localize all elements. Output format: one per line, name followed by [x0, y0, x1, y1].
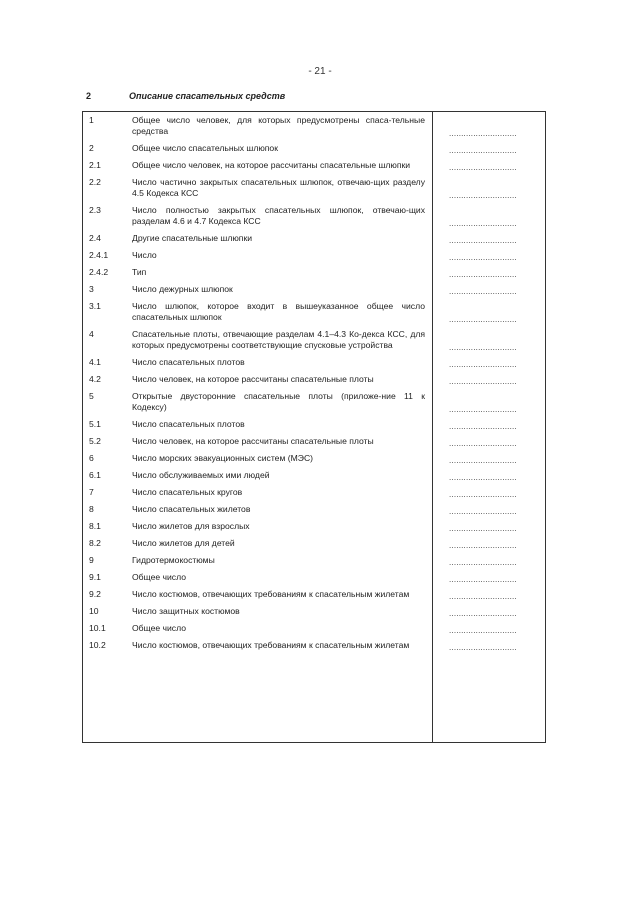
row-description: Тип: [132, 267, 147, 277]
table-row: [82, 555, 546, 566]
row-description: Число дежурных шлюпок: [132, 284, 233, 294]
section-title: Описание спасательных средств: [129, 91, 286, 101]
row-number: 5.2: [89, 436, 101, 446]
row-description: Число защитных костюмов: [132, 606, 240, 616]
fill-in-field[interactable]: ............................: [449, 456, 517, 465]
row-description: Число спасательных плотов: [132, 419, 245, 429]
row-description: Число костюмов, отвечающих требованиям к спасательным жилетам: [132, 589, 410, 599]
row-number: 1: [89, 115, 94, 125]
row-description: Спасательные плоты, отвечающие разделам 4.1–4.3 Ко-декса КСС, для которых предусмотрены соответствующие спусковые устройства: [132, 329, 425, 350]
fill-in-field[interactable]: ............................: [449, 558, 517, 567]
row-number: 10.1: [89, 623, 106, 633]
fill-in-field[interactable]: ............................: [449, 146, 517, 155]
table-row: [82, 521, 546, 532]
table-row: [82, 640, 546, 651]
fill-in-field[interactable]: ............................: [449, 377, 517, 386]
row-description: Общее число человек, на которое рассчитаны спасательные шлюпки: [132, 160, 411, 170]
row-number: 3: [89, 284, 94, 294]
table-row: [82, 453, 546, 464]
table-row: [82, 177, 546, 199]
row-number: 3.1: [89, 301, 101, 311]
fill-in-field[interactable]: ............................: [449, 219, 517, 228]
row-number: 9: [89, 555, 94, 565]
row-description: Число жилетов для детей: [132, 538, 235, 548]
fill-in-field[interactable]: ............................: [449, 253, 517, 262]
form-table: [82, 115, 546, 657]
row-number: 4.2: [89, 374, 101, 384]
row-description: Общее число: [132, 572, 186, 582]
page-number: - 21 -: [308, 66, 332, 77]
table-row: [82, 357, 546, 368]
fill-in-field[interactable]: ............................: [449, 236, 517, 245]
fill-in-field[interactable]: ............................: [449, 507, 517, 516]
row-description: Общее число человек, для которых предусмотрены спаса-тельные средства: [132, 115, 425, 136]
table-row: [82, 419, 546, 430]
fill-in-field[interactable]: ............................: [449, 439, 517, 448]
row-description: Другие спасательные шлюпки: [132, 233, 253, 243]
table-row: [82, 538, 546, 549]
row-number: 5: [89, 391, 94, 401]
row-description: Число: [132, 250, 157, 260]
row-description: Общее число спасательных шлюпок: [132, 143, 278, 153]
table-row: [82, 301, 546, 323]
fill-in-field[interactable]: ............................: [449, 575, 517, 584]
row-number: 9.2: [89, 589, 101, 599]
table-row: [82, 374, 546, 385]
row-number: 5.1: [89, 419, 101, 429]
row-description: Число спасательных кругов: [132, 487, 243, 497]
row-number: 2.3: [89, 205, 101, 215]
table-row: [82, 572, 546, 583]
row-description: Число частично закрытых спасательных шлюпок, отвечаю-щих разделу 4.5 Кодекса КСС: [132, 177, 425, 198]
row-number: 2.4.1: [89, 250, 109, 260]
row-description: Число жилетов для взрослых: [132, 521, 250, 531]
fill-in-field[interactable]: ............................: [449, 360, 517, 369]
fill-in-field[interactable]: ............................: [449, 643, 517, 652]
row-description: Открытые двусторонние спасательные плоты (приложе-ние 11 к Кодексу): [132, 391, 425, 412]
section-number: 2: [86, 91, 92, 101]
fill-in-field[interactable]: ............................: [449, 287, 517, 296]
row-description: Число костюмов, отвечающих требованиям к спасательным жилетам: [132, 640, 410, 650]
row-description: Общее число: [132, 623, 186, 633]
row-number: 2.2: [89, 177, 101, 187]
table-row: [82, 160, 546, 171]
row-number: 2.4.2: [89, 267, 109, 277]
fill-in-field[interactable]: ............................: [449, 315, 517, 324]
table-row: [82, 267, 546, 278]
row-description: Гидротермокостюмы: [132, 555, 215, 565]
table-row: [82, 487, 546, 498]
table-row: [82, 329, 546, 351]
fill-in-field[interactable]: ............................: [449, 524, 517, 533]
row-number: 10.2: [89, 640, 106, 650]
row-number: 2: [89, 143, 94, 153]
fill-in-field[interactable]: ............................: [449, 191, 517, 200]
table-row: [82, 606, 546, 617]
row-number: 4: [89, 329, 94, 339]
table-row: [82, 115, 546, 137]
row-description: Число спасательных плотов: [132, 357, 245, 367]
row-number: 9.1: [89, 572, 101, 582]
row-description: Число человек, на которое рассчитаны спасательные плоты: [132, 436, 374, 446]
row-description: Число полностью закрытых спасательных шлюпок, отвечаю-щих разделам 4.6 и 4.7 Кодекса КСС: [132, 205, 425, 226]
table-row: [82, 233, 546, 244]
table-row: [82, 589, 546, 600]
row-number: 7: [89, 487, 94, 497]
fill-in-field[interactable]: ............................: [449, 626, 517, 635]
fill-in-field[interactable]: ............................: [449, 129, 517, 138]
table-row: [82, 143, 546, 154]
row-number: 8.1: [89, 521, 101, 531]
table-row: [82, 250, 546, 261]
table-row: [82, 623, 546, 634]
table-row: [82, 284, 546, 295]
row-number: 2.1: [89, 160, 101, 170]
row-description: Число спасательных жилетов: [132, 504, 251, 514]
row-number: 4.1: [89, 357, 101, 367]
fill-in-field[interactable]: ............................: [449, 422, 517, 431]
table-row: [82, 436, 546, 447]
row-description: Число шлюпок, которое входит в вышеуказанное общее число спасательных шлюпок: [132, 301, 425, 322]
row-description: Число человек, на которое рассчитаны спасательные плоты: [132, 374, 374, 384]
row-number: 2.4: [89, 233, 101, 243]
row-description: Число обслуживаемых ими людей: [132, 470, 270, 480]
fill-in-field[interactable]: ............................: [449, 270, 517, 279]
row-number: 10: [89, 606, 99, 616]
table-row: [82, 470, 546, 481]
row-number: 6: [89, 453, 94, 463]
fill-in-field[interactable]: ............................: [449, 473, 517, 482]
row-number: 6.1: [89, 470, 101, 480]
fill-in-field[interactable]: ............................: [449, 343, 517, 352]
fill-in-field[interactable]: ............................: [449, 541, 517, 550]
row-description: Число морских эвакуационных систем (МЭС): [132, 453, 314, 463]
fill-in-field[interactable]: ............................: [449, 592, 517, 601]
fill-in-field[interactable]: ............................: [449, 405, 517, 414]
fill-in-field[interactable]: ............................: [449, 609, 517, 618]
row-number: 8.2: [89, 538, 101, 548]
fill-in-field[interactable]: ............................: [449, 490, 517, 499]
table-row: [82, 391, 546, 413]
row-number: 8: [89, 504, 94, 514]
table-row: [82, 504, 546, 515]
table-row: [82, 205, 546, 227]
fill-in-field[interactable]: ............................: [449, 163, 517, 172]
